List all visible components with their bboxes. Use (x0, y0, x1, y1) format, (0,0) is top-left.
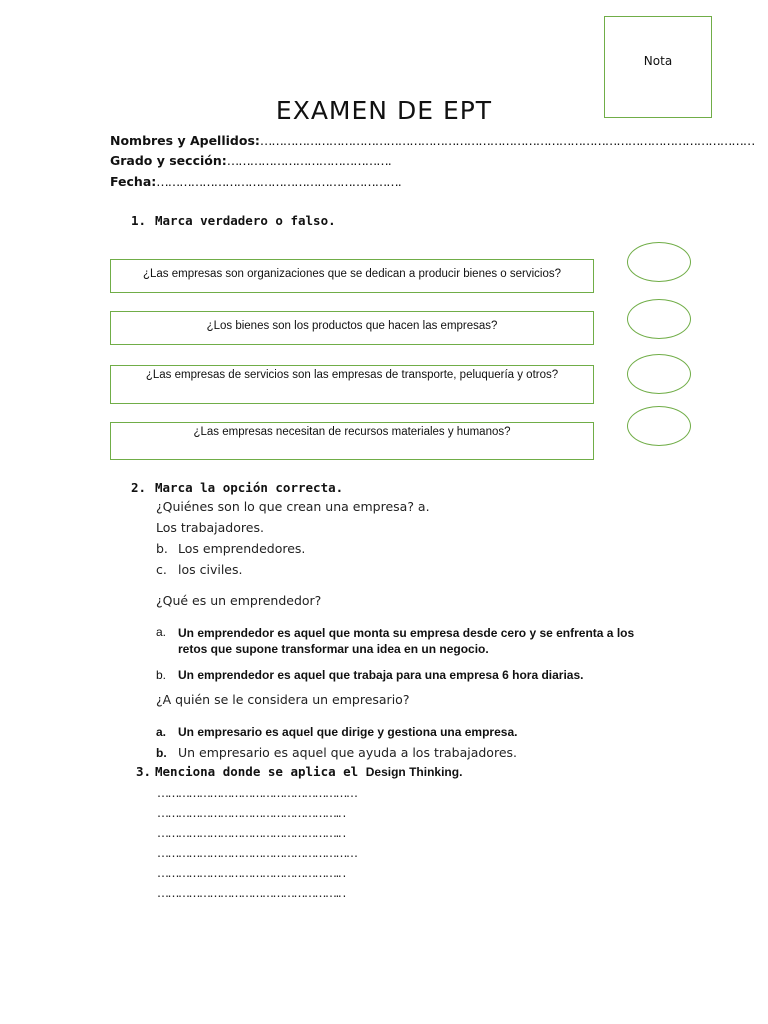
answer-oval-3[interactable] (627, 354, 691, 394)
answer-line-6[interactable]: …………………………………………….. . (157, 886, 345, 900)
answer-line-2[interactable]: …………………………………………….. . (157, 806, 345, 820)
answer-oval-1[interactable] (627, 242, 691, 282)
option-letter: b. (156, 746, 167, 760)
option-text: Un empresario es aquel que ayuda a los trabajadores. (178, 745, 517, 760)
tf-statement-3-text: ¿Las empresas de servicios son las empresas de transporte, peluquería y otros? (145, 369, 559, 381)
tf-statement-1 (110, 259, 594, 293)
q1-heading (131, 213, 336, 228)
q1-number: 1. (131, 213, 147, 228)
q3-number: 3. (136, 764, 152, 779)
tf-statement-2 (110, 311, 594, 345)
name-dots: ………………………………………………………………………………………………………………… (259, 133, 755, 148)
q2-sub1-continuation[interactable]: Los trabajadores. (156, 520, 264, 535)
tf-statement-3 (110, 365, 594, 404)
answer-line-1[interactable]: ………………………………………………… (157, 786, 357, 800)
tf-statement-4 (110, 422, 594, 460)
q2-sub1-question: ¿Quiénes son lo que crean una empresa? a. (156, 499, 430, 514)
q2-title: Marca la opción correcta. (155, 480, 344, 495)
option-text: Los emprendedores. (178, 541, 306, 556)
option-text: Un empresario es aquel que dirige y gestiona una empresa. (178, 725, 518, 739)
page-title: EXAMEN DE EPT (275, 96, 493, 125)
tf-statement-4-text: ¿Las empresas necesitan de recursos materiales y humanos? (193, 426, 511, 438)
grade-label: Nota (643, 54, 673, 68)
q2-sub2-question: ¿Qué es un emprendedor? (156, 593, 322, 608)
answer-oval-4[interactable] (627, 406, 691, 446)
q2-sub2-option-a[interactable] (156, 625, 656, 657)
tf-statement-2-text: ¿Los bienes son los productos que hacen las empresas? (206, 320, 498, 332)
option-letter: c. (156, 562, 167, 577)
grade-section-field[interactable] (110, 153, 391, 168)
option-text: Un emprendedor es aquel que monta su empresa desde cero y se enfrenta a los retos que supone transformar una idea en un negocio. (178, 626, 635, 656)
q2-sub3-option-a[interactable] (156, 721, 656, 740)
q2-heading (131, 480, 343, 495)
option-text: Un emprendedor es aquel que trabaja para una empresa 6 hora diarias. (178, 668, 584, 682)
date-field[interactable] (110, 174, 401, 189)
grade-section-dots: ……………………………………. (226, 153, 391, 168)
option-letter: a. (156, 725, 167, 739)
q2-sub3-option-b[interactable] (156, 742, 656, 761)
q3-title-tail: Design Thinking. (365, 765, 463, 779)
q2-sub2-option-b[interactable] (156, 664, 656, 683)
answer-line-5[interactable]: …………………………………………….. . (157, 866, 345, 880)
option-text: los civiles. (178, 562, 243, 577)
name-field[interactable] (110, 133, 754, 148)
option-letter: a. (156, 625, 167, 639)
q1-title: Marca verdadero o falso. (155, 213, 336, 228)
option-letter: b. (156, 541, 168, 556)
tf-statement-1-text: ¿Las empresas son organizaciones que se dedican a producir bienes o servicios? (142, 268, 562, 280)
q2-sub3-question: ¿A quién se le considera un empresario? (156, 692, 410, 707)
date-label: Fecha: (110, 174, 157, 189)
q3-heading (136, 764, 462, 779)
answer-oval-2[interactable] (627, 299, 691, 339)
option-letter: b. (156, 668, 167, 682)
date-dots: ………………………………………………………. (156, 174, 401, 189)
q3-title: Menciona donde se aplica el (155, 764, 359, 779)
grade-section-label: Grado y sección: (110, 153, 227, 168)
answer-line-4[interactable]: ………………………………………………… (157, 846, 357, 860)
q2-sub1-option-b[interactable] (156, 541, 305, 556)
q2-sub1-option-c[interactable] (156, 562, 242, 577)
answer-line-3[interactable]: …………………………………………….. . (157, 826, 345, 840)
name-label: Nombres y Apellidos: (110, 133, 260, 148)
q2-number: 2. (131, 480, 147, 495)
